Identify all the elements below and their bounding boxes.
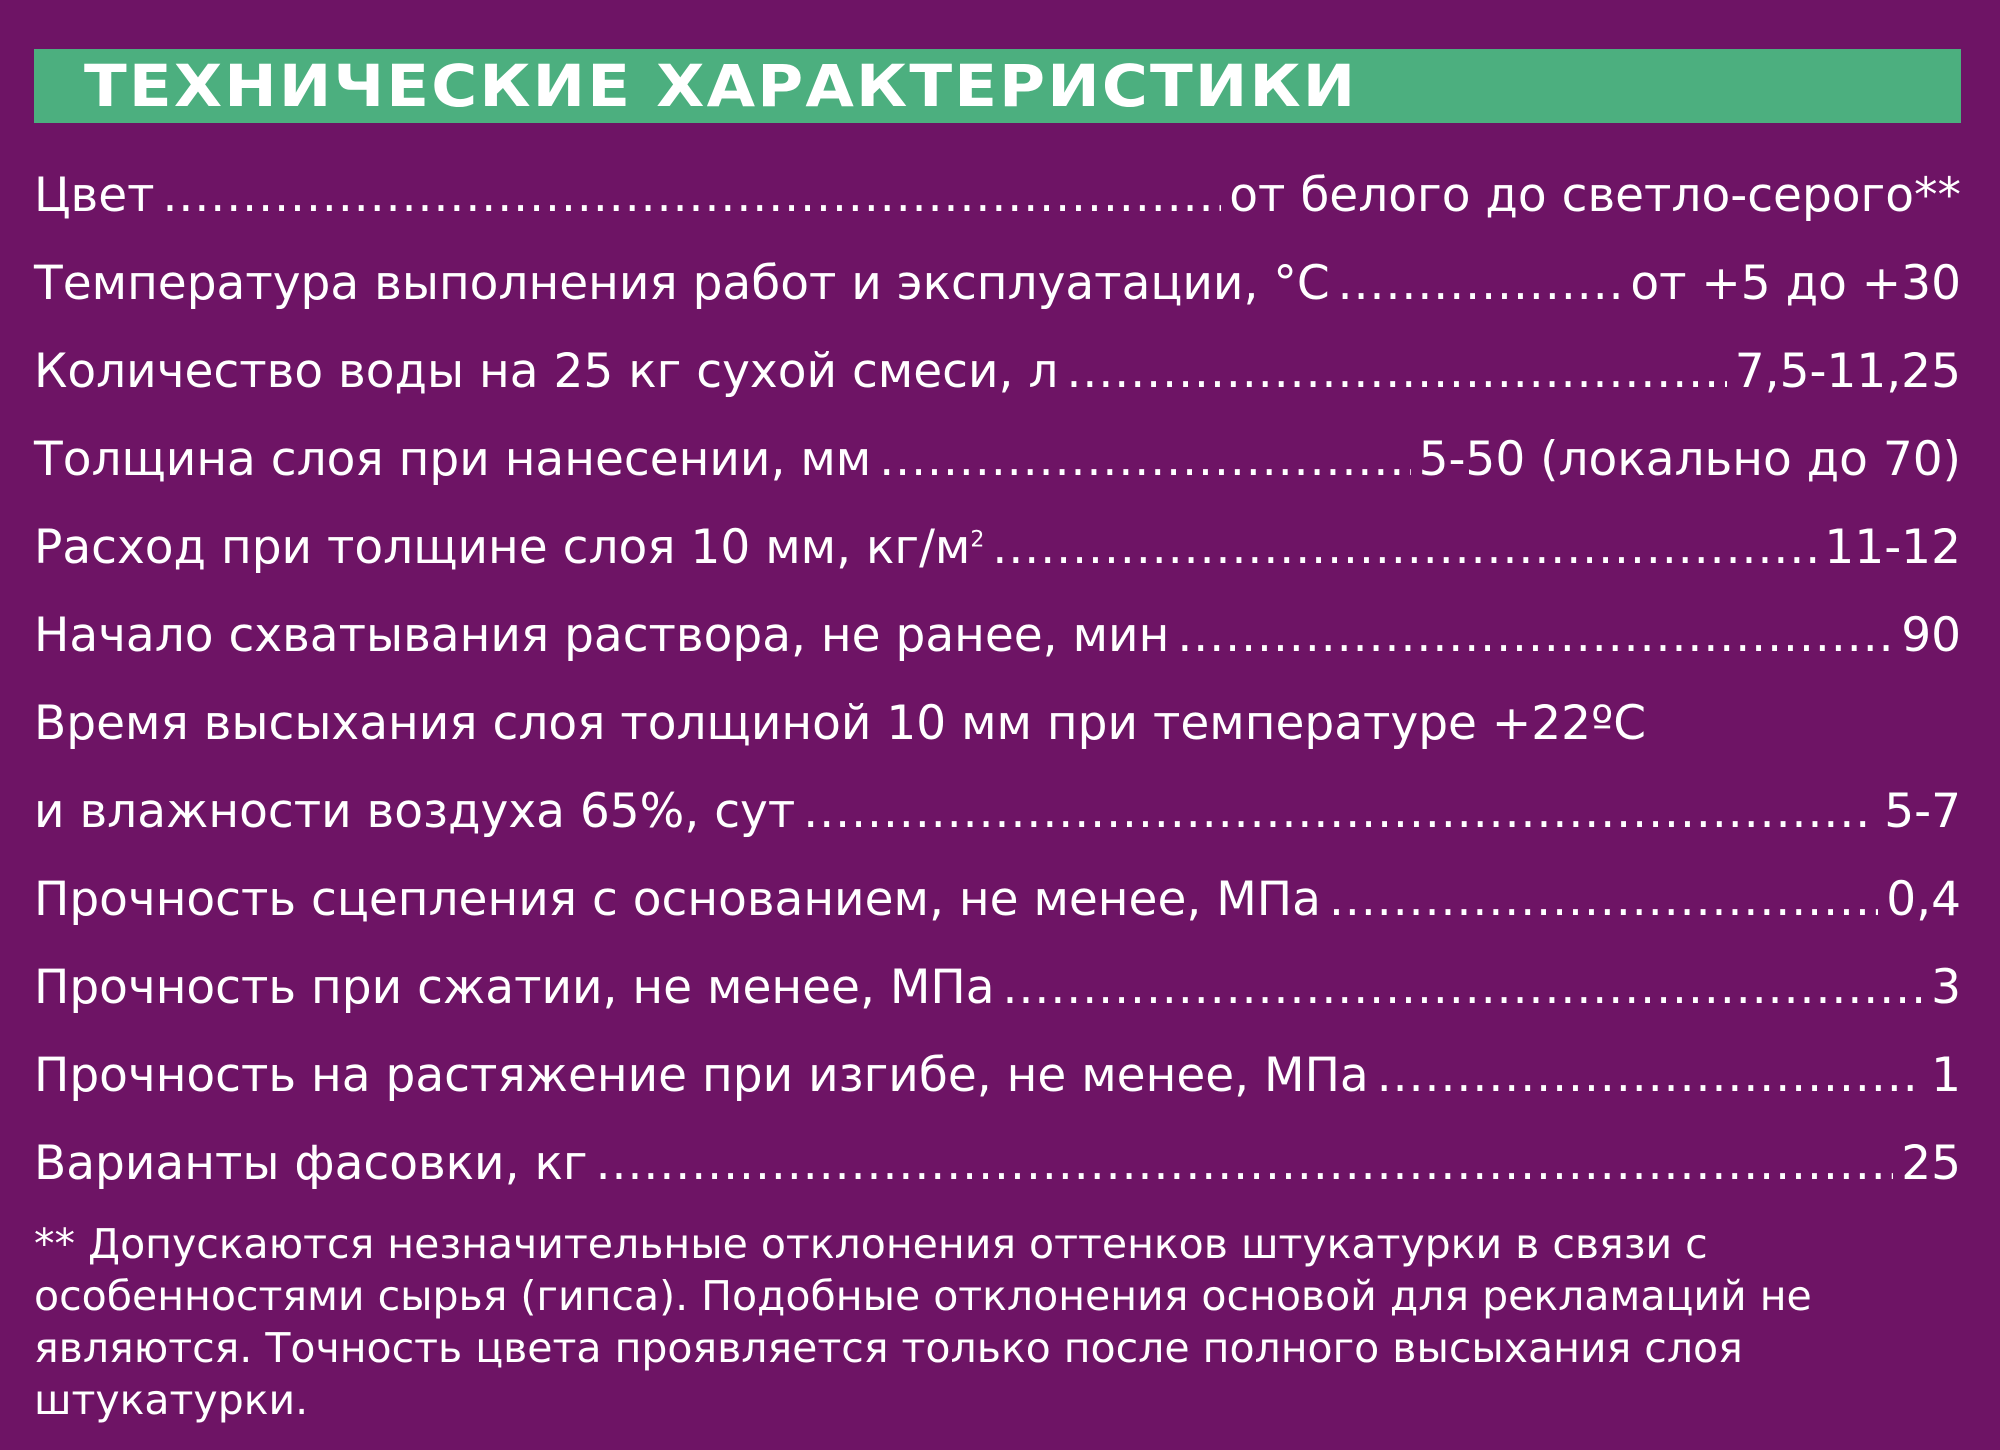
footnote: ** Допускаются незначительные отклонения оттенков штукатурки в связи с особенностями сырья (гипса). Подобные отклонения основой для рекламаций не являются. Точность цвета проявляется только после полного высыхания слоя штукатурки. [34, 1220, 1812, 1424]
spec-label: Цвет [34, 168, 155, 223]
spec-row-layer-thickness [34, 416, 1961, 504]
spec-row-color [34, 152, 1961, 240]
spec-label: Время высыхания слоя толщиной 10 мм при температуре +22ºС [34, 696, 1647, 751]
spec-label: Прочность на растяжение при изгибе, не менее, МПа [34, 1048, 1369, 1103]
section-title: ТЕХНИЧЕСКИЕ ХАРАКТЕРИСТИКИ [84, 52, 1358, 120]
dot-leader [162, 152, 1221, 240]
dot-leader [1177, 592, 1893, 680]
spec-value: от белого до светло-серого** [1229, 168, 1961, 223]
spec-label-text: Расход при толщине слоя 10 мм, кг/м [34, 520, 971, 575]
spec-list [34, 152, 1961, 1208]
dot-leader [879, 416, 1410, 504]
spec-label: Прочность при сжатии, не менее, МПа [34, 960, 995, 1015]
spec-value: 90 [1901, 608, 1961, 663]
spec-value: 7,5-11,25 [1734, 344, 1961, 399]
spec-row-adhesion-strength [34, 856, 1961, 944]
spec-row-drying-time-line1 [34, 680, 1961, 768]
spec-value: 25 [1901, 1136, 1961, 1191]
spec-row-drying-time-line2 [34, 768, 1961, 856]
dot-leader [596, 1120, 1894, 1208]
spec-value: 11-12 [1824, 520, 1961, 575]
spec-label [34, 504, 984, 592]
spec-label: Количество воды на 25 кг сухой смеси, л [34, 344, 1059, 399]
spec-value: 1 [1931, 1048, 1961, 1103]
dot-leader [1377, 1032, 1923, 1120]
spec-value: 5-50 (локально до 70) [1418, 432, 1961, 487]
spec-row-packaging [34, 1120, 1961, 1208]
dot-leader [1338, 240, 1623, 328]
spec-value: 0,4 [1886, 872, 1961, 927]
spec-label: Прочность сцепления с основанием, не менее, МПа [34, 872, 1321, 927]
superscript: 2 [970, 527, 985, 553]
spec-label: Начало схватывания раствора, не ранее, мин [34, 608, 1170, 663]
header-bar [34, 49, 1961, 123]
spec-value: 5-7 [1884, 784, 1961, 839]
spec-label: Температура выполнения работ и эксплуатации, °С [34, 256, 1330, 311]
spec-value: от +5 до +30 [1630, 256, 1961, 311]
dot-leader [1003, 944, 1924, 1032]
spec-row-flexural-strength [34, 1032, 1961, 1120]
spec-row-temperature [34, 240, 1961, 328]
spec-row-water-amount [34, 328, 1961, 416]
dot-leader [803, 768, 1876, 856]
dot-leader [992, 504, 1816, 592]
spec-row-consumption [34, 504, 1961, 592]
dot-leader [1329, 856, 1878, 944]
spec-label: Толщина слоя при нанесении, мм [34, 432, 872, 487]
spec-value: 3 [1931, 960, 1961, 1015]
dot-leader [1066, 328, 1726, 416]
spec-label: и влажности воздуха 65%, сут [34, 784, 796, 839]
spec-row-setting-start [34, 592, 1961, 680]
spec-label: Варианты фасовки, кг [34, 1136, 588, 1191]
spec-row-compressive-strength [34, 944, 1961, 1032]
